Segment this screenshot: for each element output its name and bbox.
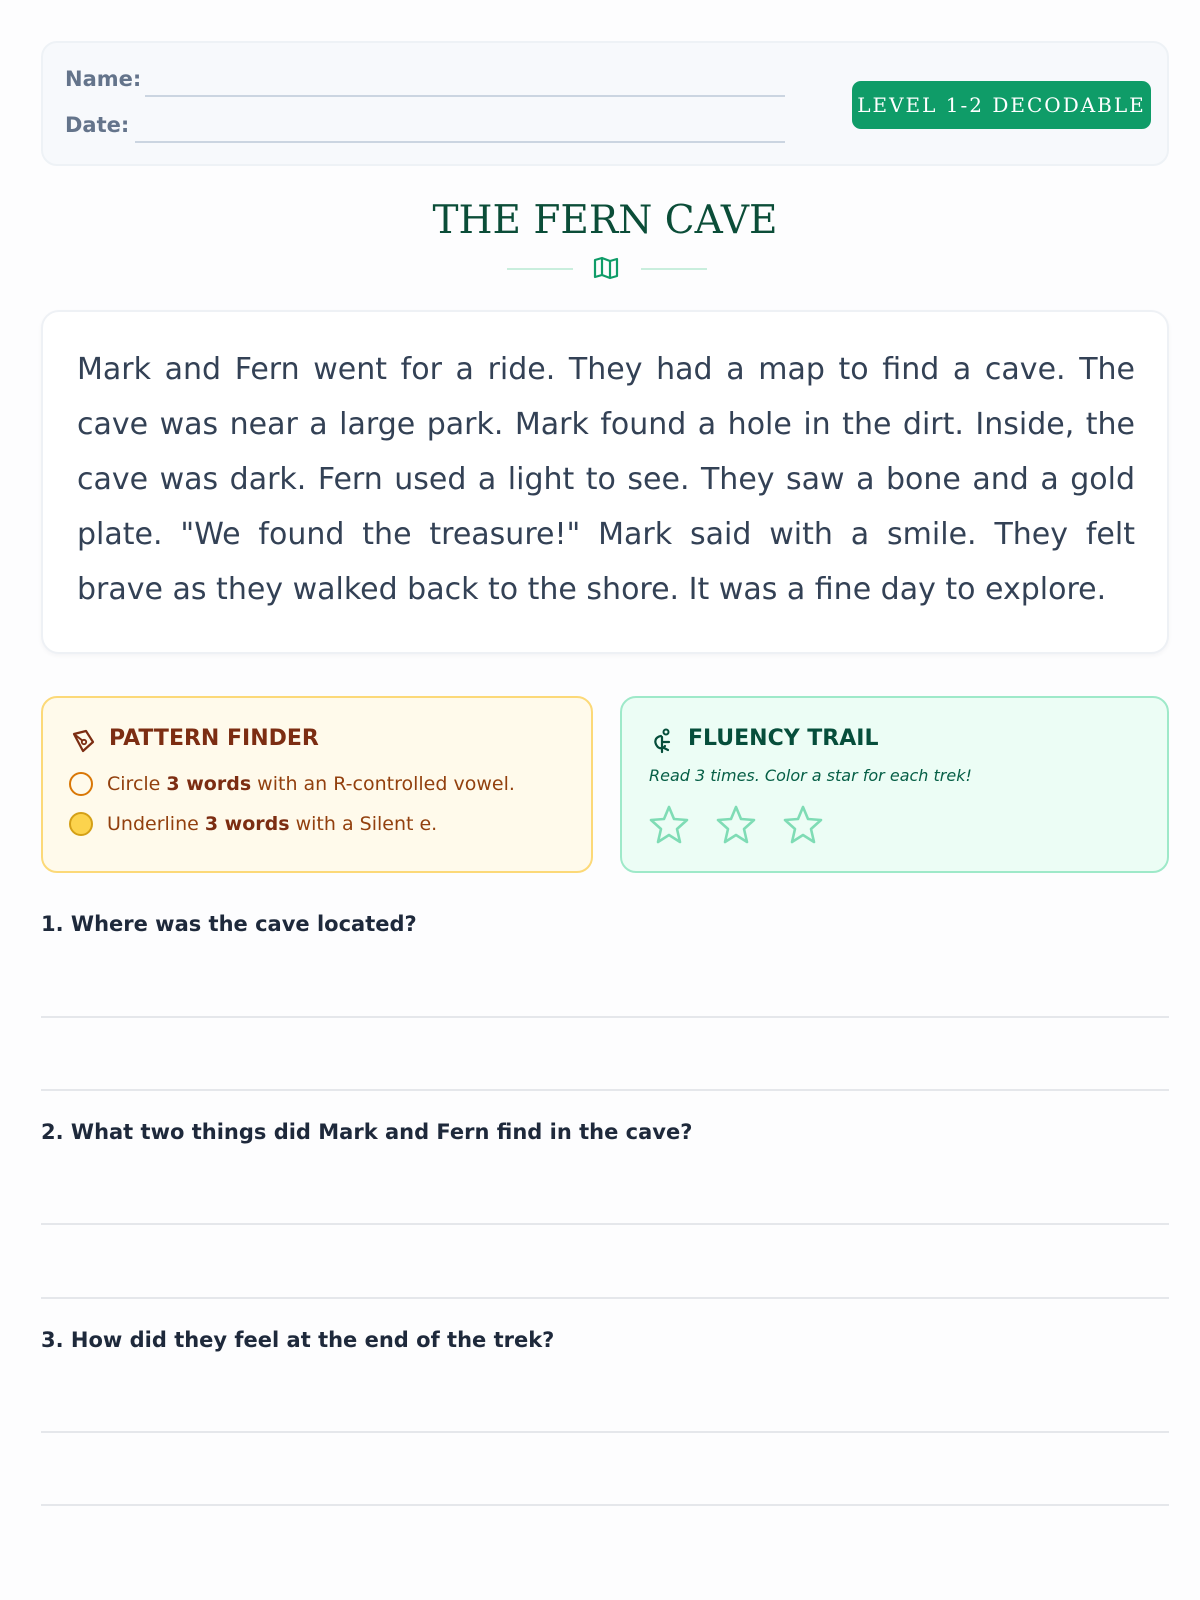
pattern-finder-title: PATTERN FINDER [109, 726, 319, 751]
name-write-line[interactable] [145, 95, 785, 97]
answer-line[interactable] [41, 1504, 1169, 1506]
star-icon[interactable] [715, 804, 757, 846]
map-icon [593, 256, 619, 280]
fluency-instruction: Read 3 times. Color a star for each trek! [649, 766, 972, 785]
question-1: 1. Where was the cave located? [41, 912, 417, 936]
task-text: Underline 3 words with a Silent e. [107, 813, 438, 835]
page-title: THE FERN CAVE [432, 198, 778, 243]
name-field-row [65, 67, 141, 91]
runner-icon [649, 728, 675, 754]
answer-line[interactable] [41, 1016, 1169, 1018]
student-info-header [41, 41, 1169, 166]
title-rule-right [641, 268, 707, 270]
pen-icon [70, 728, 96, 754]
answer-line[interactable] [41, 1431, 1169, 1433]
task-checkbox[interactable] [69, 812, 93, 836]
date-write-line[interactable] [135, 141, 785, 143]
reading-passage-card [41, 310, 1169, 654]
answer-line[interactable] [41, 1089, 1169, 1091]
level-badge: LEVEL 1-2 DECODABLE [852, 81, 1151, 129]
fluency-trail-card [620, 696, 1169, 873]
answer-line[interactable] [41, 1223, 1169, 1225]
date-field-row [65, 113, 129, 137]
pattern-finder-card [41, 696, 593, 873]
task-text: Circle 3 words with an R-controlled vowel. [107, 773, 515, 795]
question-2: 2. What two things did Mark and Fern find in the cave? [41, 1120, 693, 1144]
reading-passage: Mark and Fern went for a ride. They had a map to find a cave. The cave was near a large park. Mark found a hole in the dirt. Inside, the cave was dark. Fern used a light to see. They saw a bone and a gold plate. "We found the treasure!" Mark said with a smile. They felt brave as they walked back to the shore. It was a fine day to explore. [77, 352, 1135, 607]
star-icon[interactable] [782, 804, 824, 846]
date-label: Date: [65, 113, 130, 137]
pattern-task-2[interactable] [69, 812, 437, 836]
task-checkbox[interactable] [69, 772, 93, 796]
answer-line[interactable] [41, 1297, 1169, 1299]
question-3: 3. How did they feel at the end of the trek? [41, 1328, 555, 1352]
name-label: Name: [65, 67, 142, 91]
pattern-task-1[interactable] [69, 772, 515, 796]
star-icon[interactable] [648, 804, 690, 846]
title-rule-left [507, 268, 573, 270]
fluency-trail-title: FLUENCY TRAIL [688, 726, 879, 751]
